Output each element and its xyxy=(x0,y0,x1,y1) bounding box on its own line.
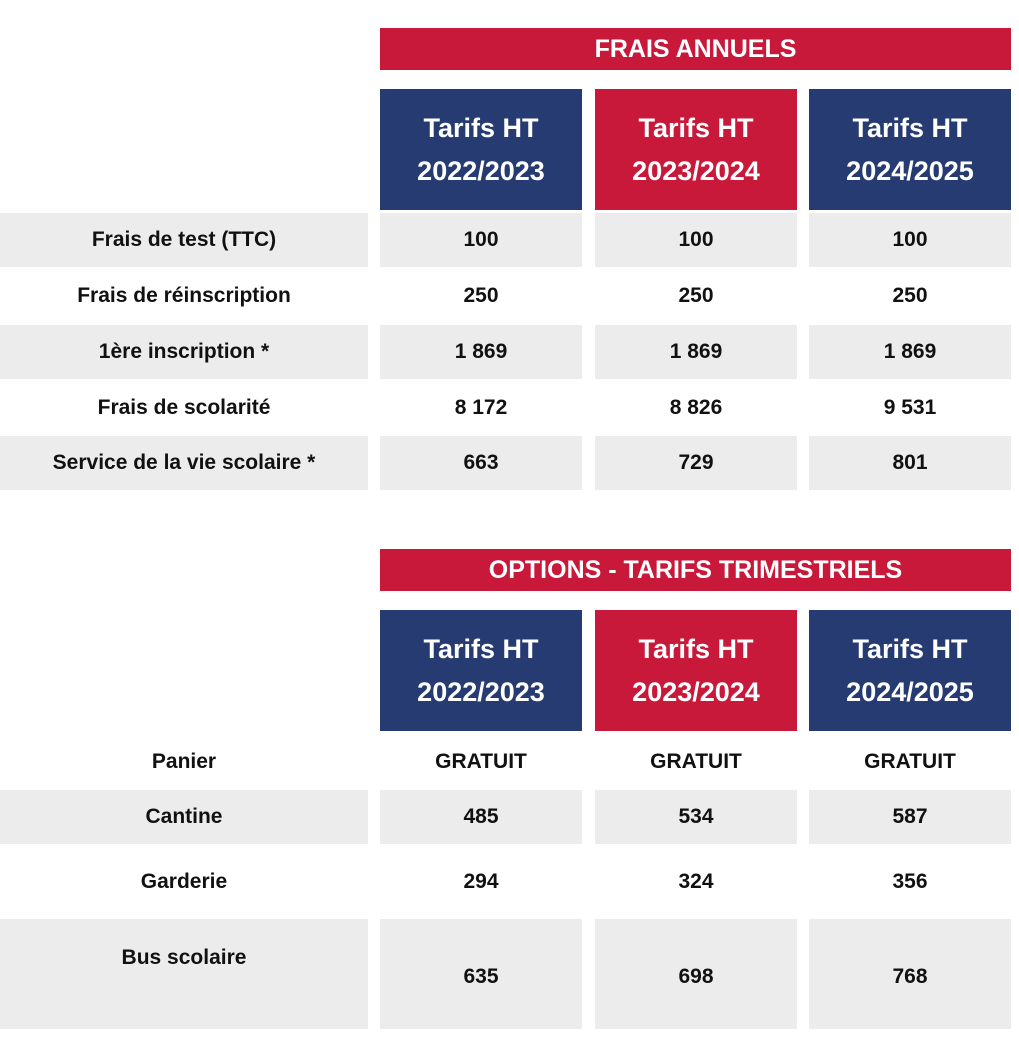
value-cell: 100 xyxy=(892,228,928,251)
annual-fees-title: FRAIS ANNUELS xyxy=(594,34,797,63)
value-cell: 250 xyxy=(678,284,714,307)
value-cell: 1 869 xyxy=(669,340,723,363)
value-cell: 250 xyxy=(463,284,499,307)
value-cell: 801 xyxy=(892,451,928,474)
value-cell: GRATUIT xyxy=(435,750,527,773)
options-banner xyxy=(380,549,1011,591)
options-column-header-2024 xyxy=(809,610,1011,731)
options-title: OPTIONS - TARIFS TRIMESTRIELS xyxy=(488,555,903,584)
column-header-line1: Tarifs HT xyxy=(423,112,539,143)
value-cell: GRATUIT xyxy=(864,750,956,773)
column-header-line1: Tarifs HT xyxy=(852,112,968,143)
value-cell: 100 xyxy=(463,228,499,251)
row-label: Frais de test (TTC) xyxy=(91,228,277,251)
value-cell: 294 xyxy=(463,870,499,893)
value-cell: 587 xyxy=(892,805,928,828)
value-cell: 100 xyxy=(678,228,714,251)
column-header-line2: 2024/2025 xyxy=(846,155,974,186)
value-cell: 250 xyxy=(892,284,928,307)
value-cell: 8 826 xyxy=(669,396,723,419)
value-cell: 534 xyxy=(678,805,714,828)
row-label: Garderie xyxy=(140,870,228,893)
column-header-line2: 2023/2024 xyxy=(632,155,760,186)
options-column-header-2023 xyxy=(595,610,797,731)
row-label: Panier xyxy=(151,750,217,773)
value-cell: 485 xyxy=(463,805,499,828)
value-cell: 729 xyxy=(678,451,714,474)
annual-column-header-2023 xyxy=(595,89,797,210)
column-header-line1: Tarifs HT xyxy=(852,633,968,664)
row-label: Frais de réinscription xyxy=(77,284,291,307)
row-label: Service de la vie scolaire * xyxy=(52,451,316,474)
row-label: Frais de scolarité xyxy=(97,396,271,419)
value-cell: 698 xyxy=(678,965,714,988)
value-cell: 1 869 xyxy=(883,340,937,363)
value-cell: 1 869 xyxy=(454,340,508,363)
value-cell: 324 xyxy=(678,870,714,893)
row-label: 1ère inscription * xyxy=(98,340,270,363)
annual-column-header-2024 xyxy=(809,89,1011,210)
column-header-line1: Tarifs HT xyxy=(423,633,539,664)
column-header-line2: 2024/2025 xyxy=(846,676,974,707)
annual-column-header-2022 xyxy=(380,89,582,210)
column-header-line2: 2022/2023 xyxy=(417,676,545,707)
column-header-line1: Tarifs HT xyxy=(638,633,754,664)
value-cell: 9 531 xyxy=(883,396,937,419)
column-header-line2: 2023/2024 xyxy=(632,676,760,707)
row-label: Bus scolaire xyxy=(121,946,247,969)
annual-fees-banner xyxy=(380,28,1011,70)
value-cell: 8 172 xyxy=(454,396,508,419)
column-header-line1: Tarifs HT xyxy=(638,112,754,143)
column-header-line2: 2022/2023 xyxy=(417,155,545,186)
value-cell: 663 xyxy=(463,451,499,474)
value-cell: GRATUIT xyxy=(650,750,742,773)
value-cell: 635 xyxy=(463,965,499,988)
row-label: Cantine xyxy=(145,805,223,828)
value-cell: 768 xyxy=(892,965,928,988)
value-cell: 356 xyxy=(892,870,928,893)
options-column-header-2022 xyxy=(380,610,582,731)
